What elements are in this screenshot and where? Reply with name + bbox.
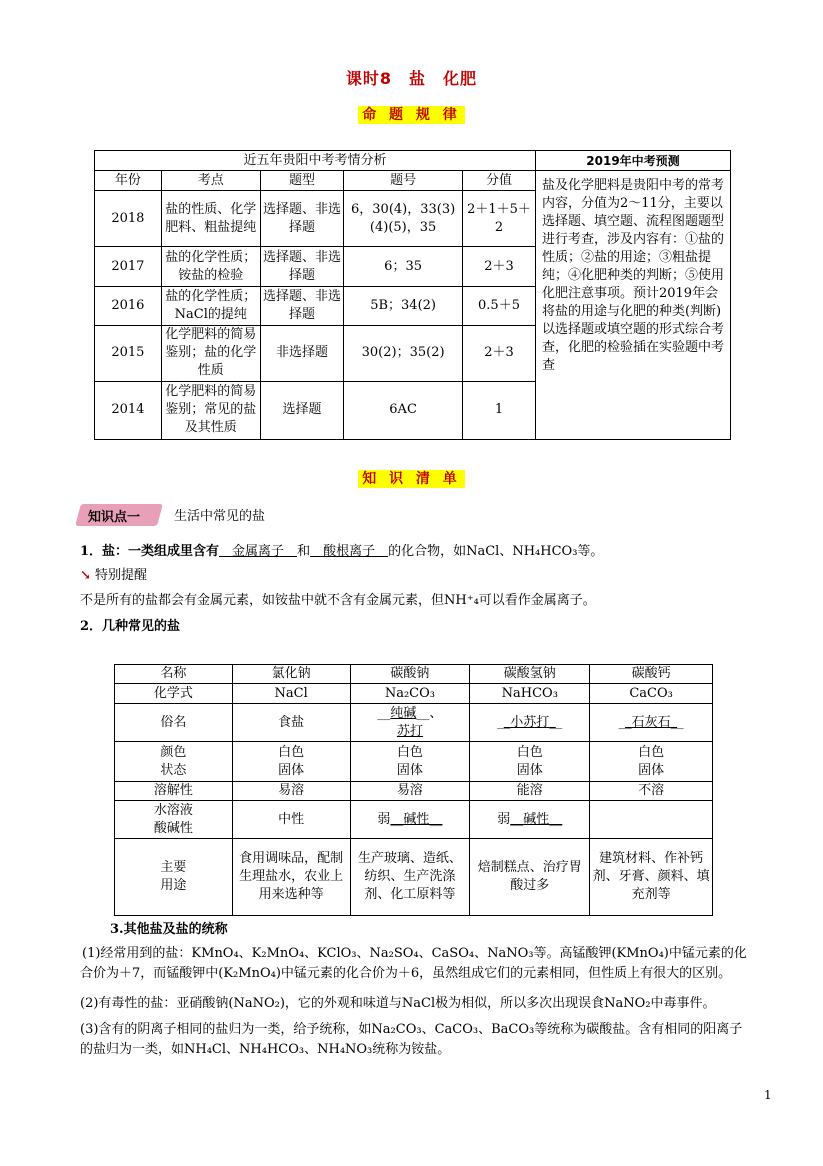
section-heading-rules [0, 104, 823, 124]
color-state-cell: 白色 固体 [232, 742, 350, 782]
section-heading-knowledge [0, 468, 823, 488]
alias-blank: 石灰石 [631, 714, 671, 730]
arrow-down-right-icon: ↘ [80, 568, 91, 583]
col-num: 题号 [344, 171, 463, 191]
item3-heading: 3.其他盐及盐的统称 [110, 922, 228, 937]
year-cell: 2018 [95, 191, 162, 247]
salt-header-caco3: 碳酸钙 [590, 665, 713, 684]
type-cell: 选择题、非选择题 [260, 191, 343, 247]
point-cell: 盐的性质、化学肥料、粗盐提纯 [161, 191, 260, 247]
score-cell: 2＋3 [463, 325, 536, 381]
tip-label: 特别提醒 [95, 568, 148, 583]
alias-cell: __石灰石__ [590, 704, 713, 742]
year-cell: 2014 [95, 381, 162, 439]
salt-header-nahco3: 碳酸氢钠 [470, 665, 590, 684]
use-cell: 焙制糕点、治疗胃酸过多 [470, 839, 590, 916]
num-cell: 5B；34(2) [344, 287, 463, 325]
alias-cell: 食盐 [232, 704, 350, 742]
use-cell: 建筑材料、作补钙剂、牙膏、颜料、填充剂等 [590, 839, 713, 916]
num-cell: 30(2)；35(2) [344, 325, 463, 381]
col-year: 年份 [95, 171, 162, 191]
common-salts-table [114, 664, 713, 916]
prediction-text: 盐及化学肥料是贵阳中考的常考内容，分值为2～11分，主要以选择题、填空题、流程图题题型进行考查，涉及内容有：①盐的性质；②盐的用途；③粗盐提纯；④化肥种类的判断；⑤使用化肥注意事项。预计2019年会将盐的用途与化肥的种类(判断)以选择题或填空题的形式综合考查，化肥的检验插在实验题中考查 [535, 171, 730, 440]
color-state-cell: 白色 固体 [350, 742, 470, 782]
section-heading-rules-label: 命 题 规 律 [358, 106, 465, 124]
knowledge-point-badge-label: 知识点一 [88, 510, 141, 525]
page-number: 1 [764, 1088, 772, 1102]
formula-cell: NaHCO₃ [470, 684, 590, 704]
alias-label: 俗名 [115, 704, 233, 742]
alias-blank: 小苏打 [510, 714, 550, 730]
alias-cell: __纯碱__、 苏打 [350, 704, 470, 742]
item1-blank-acid-radical: 酸根离子 [310, 544, 389, 559]
score-cell: 1 [463, 381, 536, 439]
formula-label: 化学式 [115, 684, 233, 704]
item1-blank-metal-ion: 金属离子 [219, 544, 298, 559]
section-heading-knowledge-label: 知 识 清 单 [358, 470, 465, 488]
num-cell: 6AC [344, 381, 463, 439]
num-cell: 6；35 [344, 247, 463, 287]
solubility-label: 溶解性 [115, 782, 233, 801]
salt-header-na2co3: 碳酸钠 [350, 665, 470, 684]
solubility-cell: 易溶 [350, 782, 470, 801]
exam-table-header-left: 近五年贵阳中考考情分析 [95, 151, 536, 171]
solubility-cell: 不溶 [590, 782, 713, 801]
type-cell: 选择题、非选择题 [260, 287, 343, 325]
score-cell: 2＋3 [463, 247, 536, 287]
col-type: 题型 [260, 171, 343, 191]
point-cell: 盐的化学性质；NaCl的提纯 [161, 287, 260, 325]
year-cell: 2015 [95, 325, 162, 381]
item2-heading: 2．几种常见的盐 [80, 619, 181, 634]
alias-blank: 纯碱 [390, 705, 417, 721]
item3-paragraph-1: (1)经常用到的盐：KMnO₄、K₂MnO₄、KClO₃、Na₂SO₄、CaSO₄、NaNO₃等。高锰酸钾(KMnO₄)中锰元素的化合价为＋7，而锰酸钾中(K₂MnO₄)中锰元素的化合价为＋6，虽然组成它们的元素相同，但性质上有很大的区别。 [80, 946, 747, 981]
color-state-cell: 白色 固体 [470, 742, 590, 782]
table-row [115, 801, 713, 839]
acidity-cell: 弱__碱性__ [350, 801, 470, 839]
salt-header-name: 名称 [115, 665, 233, 684]
formula-cell: Na₂CO₃ [350, 684, 470, 704]
formula-cell: CaCO₃ [590, 684, 713, 704]
year-cell: 2017 [95, 247, 162, 287]
acidity-cell: 中性 [232, 801, 350, 839]
color-state-cell: 白色 固体 [590, 742, 713, 782]
item1-mid: 和 [297, 544, 311, 559]
table-row [115, 782, 713, 801]
color-state-label: 颜色 状态 [115, 742, 233, 782]
point-cell: 化学肥料的简易鉴别；盐的化学性质 [161, 325, 260, 381]
point-cell: 盐的化学性质；铵盐的检验 [161, 247, 260, 287]
table-row [115, 742, 713, 782]
solubility-cell: 能溶 [470, 782, 590, 801]
alias-cell: __小苏打__ [470, 704, 590, 742]
solubility-cell: 易溶 [232, 782, 350, 801]
col-score: 分值 [463, 171, 536, 191]
table-row [115, 704, 713, 742]
point-cell: 化学肥料的简易鉴别；常见的盐及其性质 [161, 381, 260, 439]
use-label: 主要 用途 [115, 839, 233, 916]
acidity-label: 水溶液 酸碱性 [115, 801, 233, 839]
type-cell: 选择题 [260, 381, 343, 439]
formula-cell: NaCl [232, 684, 350, 704]
knowledge-point-heading: 生活中常见的盐 [174, 509, 266, 524]
acidity-cell: 弱__碱性__ [470, 801, 590, 839]
tip-heading [80, 566, 147, 586]
score-cell: 0.5＋5 [463, 287, 536, 325]
salt-header-nacl: 氯化钠 [232, 665, 350, 684]
year-cell: 2016 [95, 287, 162, 325]
table-row [115, 839, 713, 916]
item1-pre: 1．盐：一类组成里含有 [80, 544, 220, 559]
score-cell: 2＋1＋5＋2 [463, 191, 536, 247]
type-cell: 选择题、非选择题 [260, 247, 343, 287]
alias-blank: 苏打 [396, 723, 423, 739]
num-cell: 6，30(4)，33(3)(4)(5)，35 [344, 191, 463, 247]
item3-paragraph-2: (2)有毒性的盐：亚硝酸钠(NaNO₂)，它的外观和味道与NaCl极为相似，所以多次出现误食NaNO₂中毒事件。 [80, 996, 716, 1011]
page-title: 课时8 盐 化肥 [345, 69, 478, 88]
table-row [115, 684, 713, 704]
use-cell: 食用调味品，配制生理盐水，农业上用来选种等 [232, 839, 350, 916]
type-cell: 非选择题 [260, 325, 343, 381]
exam-table-header-right: 2019年中考预测 [535, 151, 730, 171]
acidity-cell [590, 801, 713, 839]
col-point: 考点 [161, 171, 260, 191]
tip-text: 不是所有的盐都会有金属元素，如铵盐中就不含有金属元素，但NH⁺₄可以看作金属离子。 [80, 593, 596, 608]
item1-line [80, 542, 603, 562]
item3-paragraph-3: (3)含有的阴离子相同的盐归为一类，给予统称，如Na₂CO₃、CaCO₃、BaCO₃等统称为碳酸盐。含有相同的阳离子的盐归为一类，如NH₄Cl、NH₄HCO₃、NH₄NO₃统称为铵盐。 [80, 1022, 743, 1057]
exam-analysis-table [94, 150, 731, 440]
item1-post: 的化合物，如NaCl、NH₄HCO₃等。 [388, 544, 604, 559]
use-cell: 生产玻璃、造纸、纺织、生产洗涤剂、化工原料等 [350, 839, 470, 916]
